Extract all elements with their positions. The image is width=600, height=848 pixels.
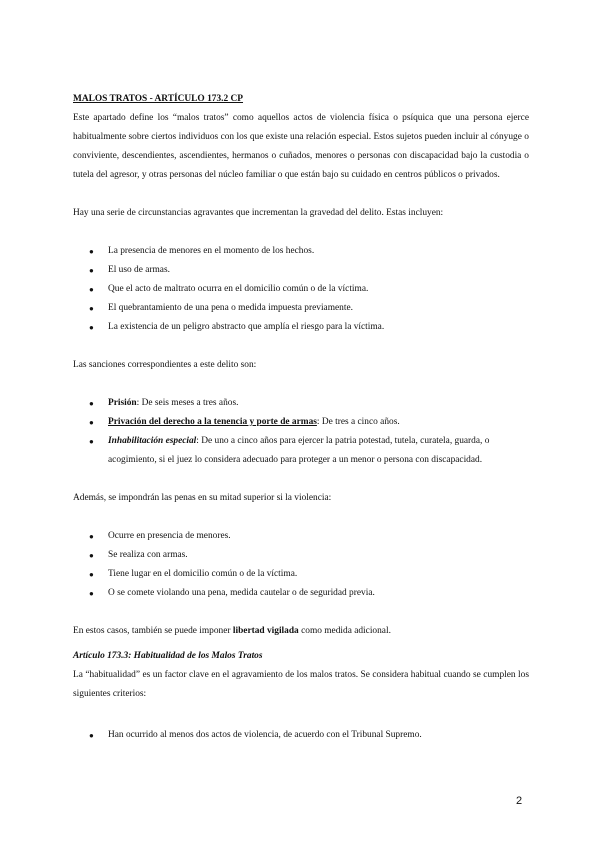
habitual-intro: La “habitualidad” es un factor clave en el agravamiento de los malos tratos. Se considera habitual cuando se cumplen los siguientes criterios:	[73, 670, 529, 699]
bullet-icon: ●	[89, 323, 94, 332]
list-item: ● Privación del derecho a la tenencia y porte de armas: De tres a cinco años.	[73, 413, 529, 432]
list-item: ● Inhabilitación especial: De uno a cinco años para ejercer la patria potestad, tutela, curatela, guarda, o acogimiento, si el juez lo considera adecuado para proteger a un menor o persona con discapacidad.	[73, 432, 529, 470]
list-item: ● Se realiza con armas.	[73, 546, 529, 565]
bullet-icon: ●	[89, 266, 94, 275]
bullet-icon: ●	[89, 304, 94, 313]
document-body	[73, 90, 529, 745]
list-item: ● Han ocurrido al menos dos actos de violencia, de acuerdo con el Tribunal Supremo.	[73, 726, 529, 745]
bullet-icon: ●	[89, 418, 94, 427]
bullet-icon: ●	[89, 731, 94, 740]
list-item: ● Prisión: De seis meses a tres años.	[73, 394, 529, 413]
page-number: 2	[516, 795, 523, 807]
list-item: ● O se comete violando una pena, medida cautelar o de seguridad previa.	[73, 584, 529, 603]
bullet-icon: ●	[89, 437, 94, 446]
list-item: ● El quebrantamiento de una pena o medida impuesta previamente.	[73, 299, 529, 318]
list-item: ● Tiene lugar en el domicilio común o de la víctima.	[73, 565, 529, 584]
bullet-icon: ●	[89, 570, 94, 579]
section-heading: MALOS TRATOS - ARTÍCULO 173.2 CP	[73, 94, 244, 104]
bullet-icon: ●	[89, 247, 94, 256]
aggravating-list	[73, 242, 529, 337]
upper-half-intro: Además, se impondrán las penas en su mitad superior si la violencia:	[73, 493, 332, 503]
list-item: ● La presencia de menores en el momento de los hechos.	[73, 242, 529, 261]
sanctions-list	[73, 394, 529, 470]
sanctions-intro: Las sanciones correspondientes a este delito son:	[73, 360, 257, 370]
list-item: ● Ocurre en presencia de menores.	[73, 527, 529, 546]
supervised-freedom-term: libertad vigilada	[232, 626, 299, 636]
supervised-freedom-paragraph: En estos casos, también se puede imponer libertad vigilada como medida adicional.	[73, 626, 391, 636]
aggravating-intro: Hay una serie de circunstancias agravantes que incrementan la gravedad del delito. Estas incluyen:	[73, 208, 444, 218]
sanction-term: Inhabilitación especial	[108, 436, 197, 446]
bullet-icon: ●	[89, 589, 94, 598]
intro-paragraph: Este apartado define los “malos tratos” como aquellos actos de violencia física o psíquica que una persona ejerce habitualmente sobre ciertos individuos con los que existe una relación especial. Estos sujetos pueden incluir al cónyuge o conviviente, descendientes, ascendientes, hermanos o cuñados, menores o personas con discapacidad bajo la custodia o tutela del agresor, y otras personas del núcleo familiar o que están bajo su cuidado en centros públicos o privados.	[73, 113, 529, 180]
list-item: ● La existencia de un peligro abstracto que amplía el riesgo para la víctima.	[73, 318, 529, 337]
bullet-icon: ●	[89, 532, 94, 541]
list-item: ● El uso de armas.	[73, 261, 529, 280]
list-item: ● Que el acto de maltrato ocurra en el domicilio común o de la víctima.	[73, 280, 529, 299]
upper-half-list	[73, 527, 529, 603]
bullet-icon: ●	[89, 551, 94, 560]
habitual-list	[73, 726, 529, 745]
bullet-icon: ●	[89, 285, 94, 294]
article-subheading: Artículo 173.3: Habitualidad de los Malos Tratos	[73, 651, 263, 661]
sanction-term: Privación del derecho a la tenencia y porte de armas	[108, 417, 317, 427]
bullet-icon: ●	[89, 399, 94, 408]
sanction-term: Prisión	[108, 398, 137, 408]
